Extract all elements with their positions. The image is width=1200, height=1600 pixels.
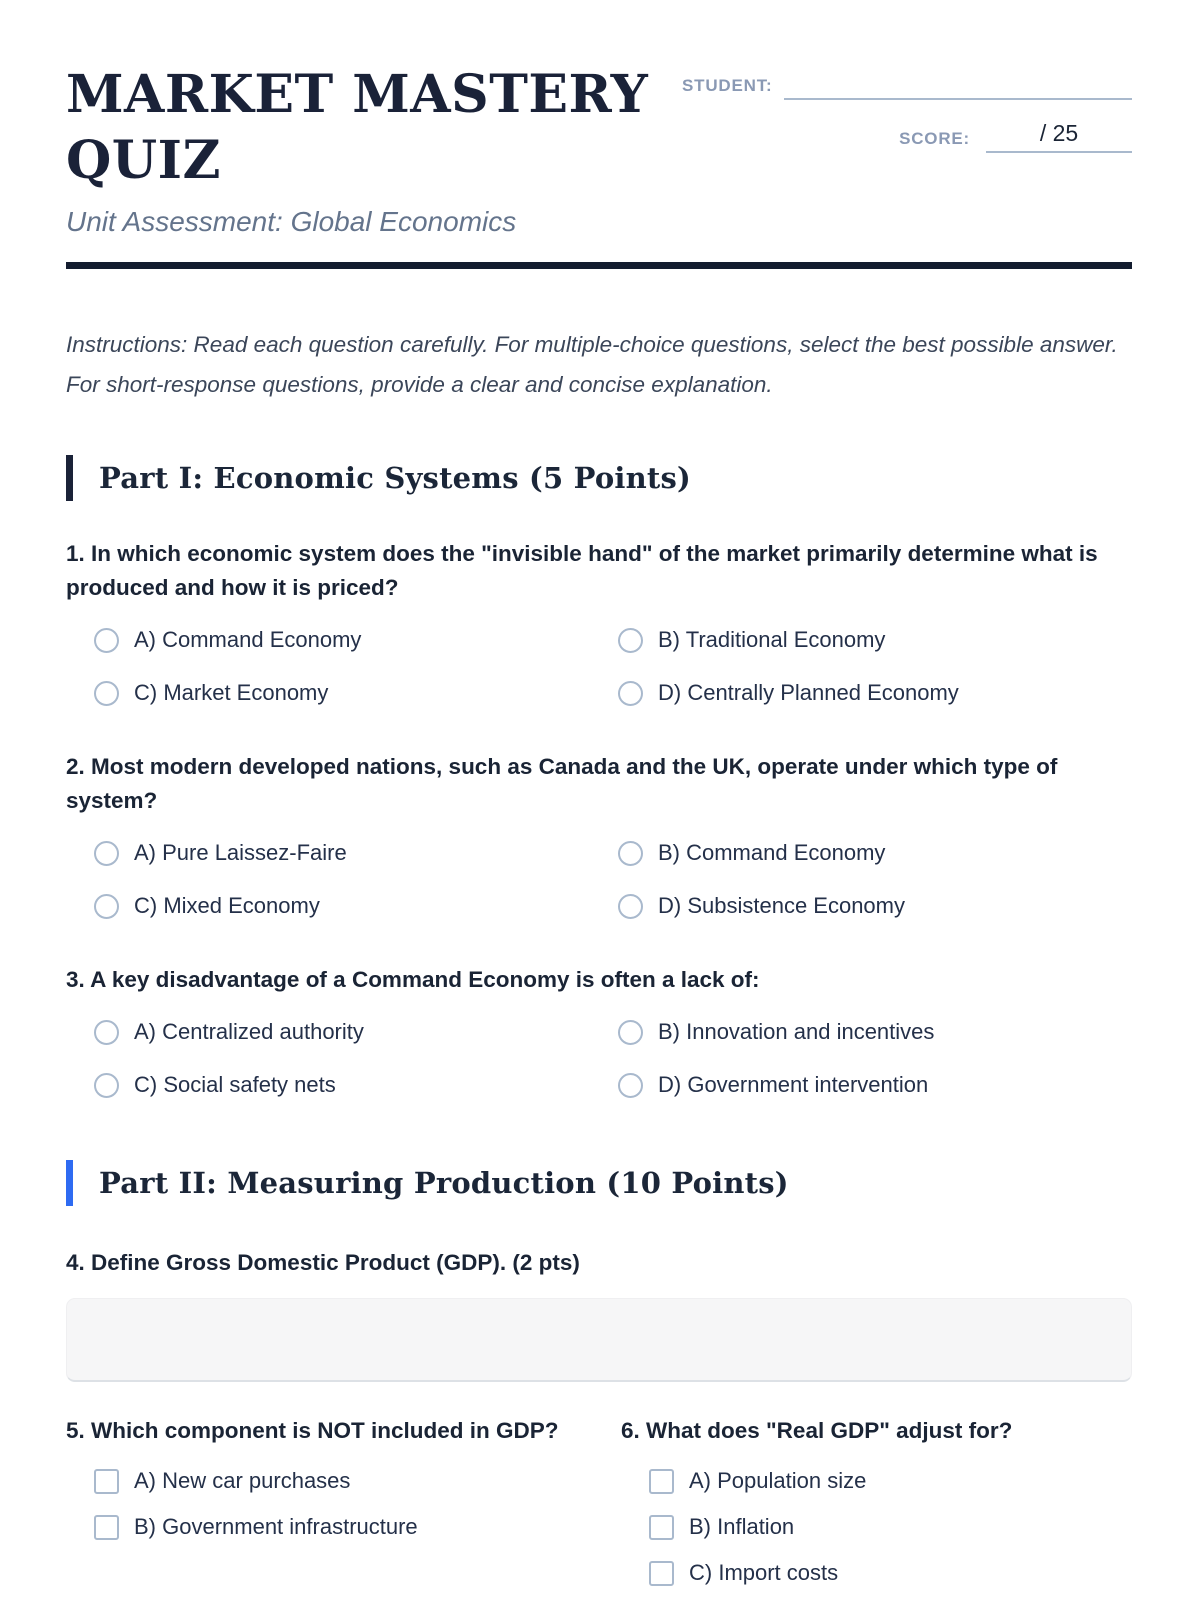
option-q6-a[interactable] — [649, 1468, 1132, 1494]
option-label: D) Centrally Planned Economy — [658, 680, 959, 705]
score-label: SCORE: — [899, 129, 970, 148]
question-6-options — [649, 1468, 1132, 1586]
header-fields — [682, 62, 1132, 240]
question-1-options — [94, 627, 1132, 706]
radio-button-icon[interactable] — [94, 681, 119, 706]
option-label: C) Mixed Economy — [134, 893, 320, 918]
option-q5-a[interactable] — [94, 1468, 577, 1494]
student-field-row — [682, 70, 1132, 100]
page-title-line2: QUIZ — [66, 130, 221, 191]
question-1 — [66, 537, 1132, 706]
section-heading-part1 — [66, 455, 1132, 501]
option-q5-b[interactable] — [94, 1514, 577, 1540]
radio-button-icon[interactable] — [618, 894, 643, 919]
option-q2-b[interactable] — [618, 840, 1132, 866]
radio-button-icon[interactable] — [94, 1073, 119, 1098]
option-q2-a[interactable] — [94, 840, 608, 866]
question-4 — [66, 1246, 1132, 1382]
option-label: B) Inflation — [689, 1514, 795, 1539]
option-label: B) Command Economy — [658, 840, 886, 865]
option-q3-b[interactable] — [618, 1019, 1132, 1045]
student-label: STUDENT: — [682, 76, 773, 95]
section-title-part1: Part I: Economic Systems (5 Points) — [99, 461, 691, 495]
page-title-line1: MARKET MASTERY — [66, 64, 649, 125]
option-q1-c[interactable] — [94, 680, 608, 706]
question-3-text: 3. A key disadvantage of a Command Economy is often a lack of: — [66, 967, 760, 992]
option-label: C) Import costs — [689, 1560, 839, 1585]
section-accent-bar — [66, 1160, 73, 1206]
question-6-text: 6. What does "Real GDP" adjust for? — [621, 1418, 1013, 1443]
header — [66, 62, 1132, 240]
score-field-row — [682, 120, 1132, 153]
question-3 — [66, 963, 1132, 1098]
radio-button-icon[interactable] — [618, 681, 643, 706]
question-2-options — [94, 840, 1132, 919]
title-block — [66, 62, 682, 240]
option-label: A) Centralized authority — [134, 1019, 364, 1044]
option-q1-d[interactable] — [618, 680, 1132, 706]
option-q6-b[interactable] — [649, 1514, 1132, 1540]
question-3-options — [94, 1019, 1132, 1098]
checkbox-icon[interactable] — [649, 1515, 674, 1540]
option-q3-d[interactable] — [618, 1072, 1132, 1098]
option-q3-c[interactable] — [94, 1072, 608, 1098]
radio-button-icon[interactable] — [94, 628, 119, 653]
checkbox-icon[interactable] — [649, 1469, 674, 1494]
option-label: A) Population size — [689, 1468, 867, 1493]
question-2-text: 2. Most modern developed nations, such as Canada and the UK, operate under which type of system? — [66, 754, 1058, 813]
question-5-options — [94, 1468, 577, 1540]
option-q2-c[interactable] — [94, 893, 608, 919]
option-label: C) Market Economy — [134, 680, 329, 705]
section-title-part2: Part II: Measuring Production (10 Points) — [99, 1166, 789, 1200]
radio-button-icon[interactable] — [618, 628, 643, 653]
question-4-text: 4. Define Gross Domestic Product (GDP). (2 pts) — [66, 1250, 580, 1275]
radio-button-icon[interactable] — [94, 841, 119, 866]
option-label: D) Government intervention — [658, 1072, 929, 1097]
question-6 — [621, 1414, 1132, 1586]
option-label: C) Social safety nets — [134, 1072, 336, 1097]
radio-button-icon[interactable] — [94, 1020, 119, 1045]
quiz-sheet — [66, 0, 1132, 1586]
option-q6-c[interactable] — [649, 1560, 1132, 1586]
checkbox-icon[interactable] — [94, 1469, 119, 1494]
radio-button-icon[interactable] — [618, 1020, 643, 1045]
radio-button-icon[interactable] — [618, 1073, 643, 1098]
question-5 — [66, 1414, 577, 1586]
score-field[interactable]: / 25 — [986, 120, 1132, 153]
section-heading-part2 — [66, 1160, 1132, 1206]
option-q1-b[interactable] — [618, 627, 1132, 653]
option-q1-a[interactable] — [94, 627, 608, 653]
checkbox-icon[interactable] — [649, 1561, 674, 1586]
section-accent-bar — [66, 455, 73, 501]
radio-button-icon[interactable] — [94, 894, 119, 919]
option-label: B) Innovation and incentives — [658, 1019, 935, 1044]
question-2 — [66, 750, 1132, 919]
question-5-text: 5. Which component is NOT included in GDP? — [66, 1418, 559, 1443]
option-label: D) Subsistence Economy — [658, 893, 905, 918]
option-label: B) Government infrastructure — [134, 1514, 418, 1539]
radio-button-icon[interactable] — [618, 841, 643, 866]
option-label: A) New car purchases — [134, 1468, 351, 1493]
option-q2-d[interactable] — [618, 893, 1132, 919]
questions-5-6-row — [66, 1414, 1132, 1586]
student-name-field[interactable] — [784, 70, 1132, 100]
instructions-text: Instructions: Read each question carefully. For multiple-choice questions, select the best possible answer. For short-response questions, provide a clear and concise explanation. — [66, 332, 1118, 397]
page-subtitle: Unit Assessment: Global Economics — [66, 206, 517, 237]
option-label: A) Command Economy — [134, 627, 362, 652]
page-title — [66, 62, 682, 194]
q4-answer-textarea[interactable] — [66, 1298, 1132, 1382]
header-divider — [66, 262, 1132, 269]
question-1-text: 1. In which economic system does the "invisible hand" of the market primarily determine what is produced and how it is priced? — [66, 541, 1098, 600]
option-q3-a[interactable] — [94, 1019, 608, 1045]
option-label: B) Traditional Economy — [658, 627, 886, 652]
option-label: A) Pure Laissez-Faire — [134, 840, 347, 865]
checkbox-icon[interactable] — [94, 1515, 119, 1540]
